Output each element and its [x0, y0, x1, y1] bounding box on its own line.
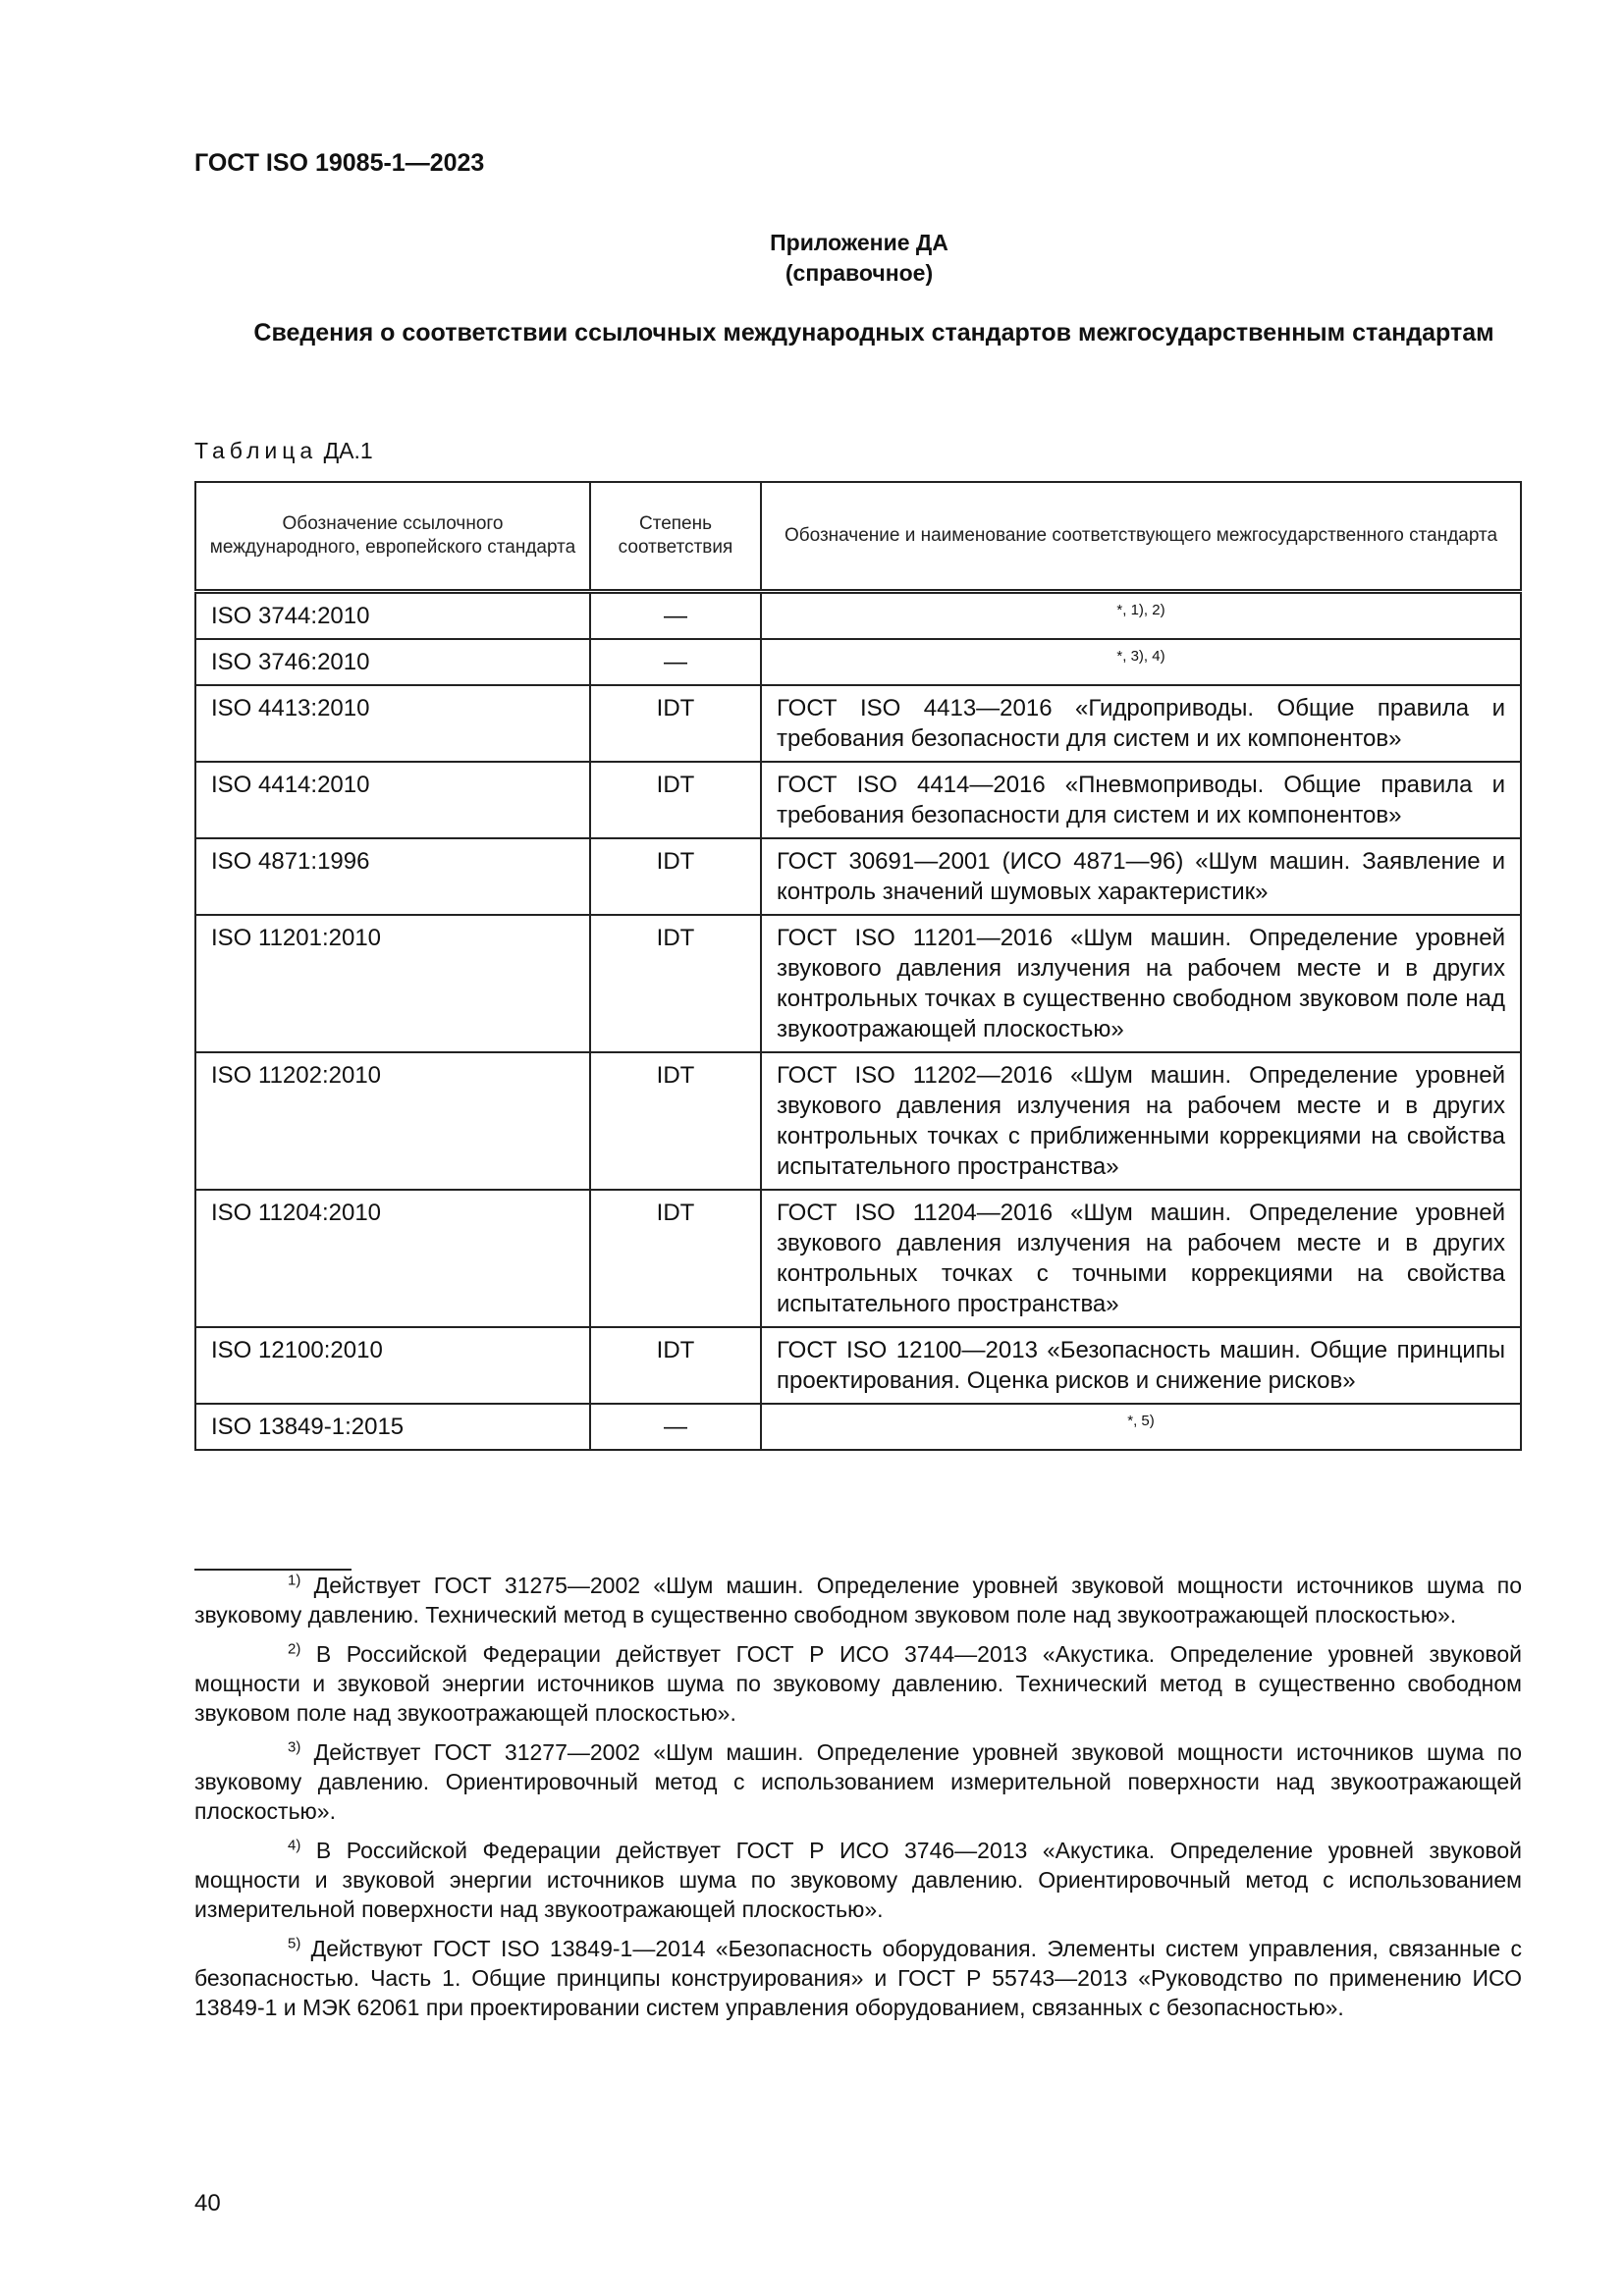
- appendix-title: Приложение ДА: [770, 230, 948, 255]
- footnote-text: Действует ГОСТ 31277—2002 «Шум машин. Определение уровней звуковой мощности источников шума по звуковому давлению. Ориентировочный метод с использованием измерительной поверхности над звукоотражающей плоскостью».: [194, 1739, 1523, 1824]
- interstate-standard-cell: ГОСТ ISO 4413—2016 «Гидроприводы. Общие правила и требования безопасности для систем и их компонентов»: [761, 685, 1521, 762]
- standards-table: [194, 481, 1522, 1451]
- footnote-mark: 4): [288, 1837, 301, 1854]
- footnote: [194, 1934, 1522, 2022]
- header-interstate-standard: Обозначение и наименование соответствующего межгосударственного стандарта: [761, 482, 1521, 592]
- table-row: [195, 1052, 1521, 1190]
- footnote-marks: *, 1), 2): [1116, 602, 1165, 618]
- degree-cell: IDT: [590, 1190, 761, 1327]
- interstate-standard-cell: ГОСТ ISO 4414—2016 «Пневмоприводы. Общие правила и требования безопасности для систем и их компонентов»: [761, 762, 1521, 838]
- footnote: [194, 1737, 1522, 1826]
- table-row: [195, 592, 1521, 640]
- page-number: 40: [194, 2190, 221, 2216]
- interstate-standard-cell: [761, 1404, 1521, 1450]
- degree-cell: IDT: [590, 1327, 761, 1404]
- ref-standard-cell: ISO 4414:2010: [195, 762, 590, 838]
- table-caption-id: ДА.1: [323, 438, 373, 463]
- table-caption-prefix: Таблица: [194, 438, 318, 463]
- table-row: [195, 1190, 1521, 1327]
- footnotes: [194, 1571, 1522, 2022]
- footnote-text: Действуют ГОСТ ISO 13849-1—2014 «Безопасность оборудования. Элементы систем управления, связанные с безопасностью. Часть 1. Общие принципы конструирования» и ГОСТ Р 55743—2013 «Руководство по применению ИСО 13849-1 и МЭК 62061 при проектировании систем управления оборудованием, связанных с безопасностью».: [194, 1936, 1523, 2020]
- interstate-standard-cell: ГОСТ ISO 11202—2016 «Шум машин. Определение уровней звукового давления излучения на рабочем месте и в других контрольных точках с приближенными коррекциями на свойства испытательного пространства»: [761, 1052, 1521, 1190]
- interstate-standard-cell: ГОСТ 30691—2001 (ИСО 4871—96) «Шум машин. Заявление и контроль значений шумовых характеристик»: [761, 838, 1521, 915]
- table-row: [195, 915, 1521, 1052]
- degree-cell: IDT: [590, 915, 761, 1052]
- interstate-standard-cell: ГОСТ ISO 11201—2016 «Шум машин. Определение уровней звукового давления излучения на рабочем месте и в других контрольных точках в существенно свободном звуковом поле над звукоотражающей плоскостью»: [761, 915, 1521, 1052]
- degree-cell: IDT: [590, 762, 761, 838]
- table-row: [195, 762, 1521, 838]
- footnote-mark: 3): [288, 1738, 301, 1756]
- footnote-text: В Российской Федерации действует ГОСТ Р ИСО 3744—2013 «Акустика. Определение уровней звуковой мощности и звуковой энергии источников шума по звуковому давлению. Технический метод в существенно свободном звуковом поле над звукоотражающей плоскостью».: [194, 1641, 1523, 1726]
- footnote: [194, 1639, 1522, 1728]
- appendix-subtitle: (справочное): [785, 260, 934, 286]
- interstate-standard-cell: [761, 592, 1521, 640]
- footnote-mark: 1): [288, 1572, 301, 1589]
- degree-cell: IDT: [590, 1052, 761, 1190]
- ref-standard-cell: ISO 13849-1:2015: [195, 1404, 590, 1450]
- table-row: [195, 838, 1521, 915]
- footnote-marks: *, 3), 4): [1116, 648, 1165, 665]
- header-ref-standard: Обозначение ссылочного международного, европейского стандарта: [195, 482, 590, 592]
- footnote-text: Действует ГОСТ 31275—2002 «Шум машин. Определение уровней звуковой мощности источников шума по звуковому давлению. Технический метод в существенно свободном звуковом поле над звукоотражающей плоскостью».: [194, 1573, 1523, 1628]
- ref-standard-cell: ISO 11202:2010: [195, 1052, 590, 1190]
- interstate-standard-cell: ГОСТ ISO 12100—2013 «Безопасность машин. Общие принципы проектирования. Оценка рисков и снижение рисков»: [761, 1327, 1521, 1404]
- header-degree: Степень соответствия: [590, 482, 761, 592]
- footnote: [194, 1571, 1522, 1629]
- table-caption: [194, 438, 373, 464]
- table-row: [195, 1327, 1521, 1404]
- table-row: [195, 1404, 1521, 1450]
- ref-standard-cell: ISO 11204:2010: [195, 1190, 590, 1327]
- footnote-mark: 5): [288, 1935, 301, 1952]
- ref-standard-cell: ISO 4871:1996: [195, 838, 590, 915]
- table-row: [195, 639, 1521, 685]
- degree-cell: —: [590, 592, 761, 640]
- section-title: Сведения о соответствии ссылочных международных стандартов межгосударственным стандартам: [253, 319, 1494, 347]
- degree-cell: IDT: [590, 838, 761, 915]
- ref-standard-cell: ISO 3744:2010: [195, 592, 590, 640]
- interstate-standard-cell: ГОСТ ISO 11204—2016 «Шум машин. Определение уровней звукового давления излучения на рабочем месте и в других контрольных точках с точными коррекциями на свойства испытательного пространства»: [761, 1190, 1521, 1327]
- footnote-text: В Российской Федерации действует ГОСТ Р ИСО 3746—2013 «Акустика. Определение уровней звуковой мощности и звуковой энергии источников шума по звуковому давлению. Ориентировочный метод с использованием измерительной поверхности над звукоотражающей плоскостью».: [194, 1838, 1523, 1922]
- document-id-header: ГОСТ ISO 19085-1—2023: [194, 149, 485, 177]
- interstate-standard-cell: [761, 639, 1521, 685]
- degree-cell: —: [590, 639, 761, 685]
- ref-standard-cell: ISO 11201:2010: [195, 915, 590, 1052]
- degree-cell: —: [590, 1404, 761, 1450]
- table-body: [195, 592, 1521, 1451]
- ref-standard-cell: ISO 12100:2010: [195, 1327, 590, 1404]
- ref-standard-cell: ISO 4413:2010: [195, 685, 590, 762]
- footnote: [194, 1836, 1522, 1924]
- table-header-row: [195, 482, 1521, 592]
- footnote-mark: 2): [288, 1640, 301, 1658]
- footnote-marks: *, 5): [1127, 1413, 1155, 1429]
- degree-cell: IDT: [590, 685, 761, 762]
- table-row: [195, 685, 1521, 762]
- ref-standard-cell: ISO 3746:2010: [195, 639, 590, 685]
